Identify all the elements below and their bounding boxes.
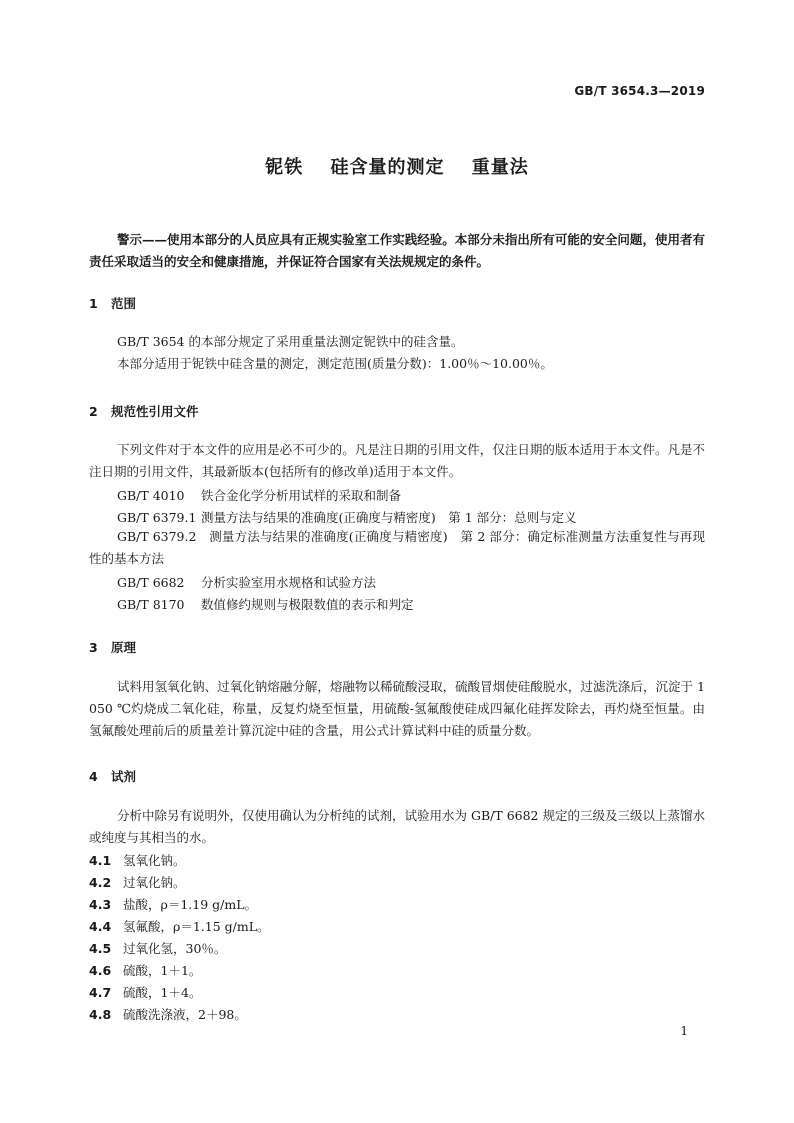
item-text: 氢氟酸，ρ＝1.15 g/mL。: [123, 919, 270, 934]
section-number: 4: [89, 769, 98, 784]
page-number: 1: [680, 1024, 688, 1038]
section-title: 规范性引用文件: [111, 404, 199, 419]
section-2-intro: 下列文件对于本文件的应用是必不可少的。凡是注日期的引用文件，仅注日期的版本适用于本文件。凡是不注日期的引用文件，其最新版本(包括所有的修改单)适用于本文件。: [89, 442, 705, 479]
item-text: 硫酸洗涤液，2＋98。: [123, 1007, 247, 1022]
item-number: 4.5: [89, 941, 112, 956]
section-number: 1: [89, 296, 98, 311]
item-number: 4.3: [89, 897, 112, 912]
section-title: 范围: [111, 296, 137, 311]
section-1-para-1: GB/T 3654 的本部分规定了采用重量法测定铌铁中的硅含量。: [117, 334, 464, 349]
item-number: 4.1: [89, 853, 112, 868]
reagent-item: [89, 983, 201, 1001]
section-1-heading: [89, 294, 136, 312]
section-4-heading: [89, 767, 136, 785]
reference-title: 铁合金化学分析用试样的采取和制备: [201, 488, 402, 503]
reagent-item: [89, 851, 186, 869]
item-number: 4.8: [89, 1007, 112, 1022]
reference-item: [117, 486, 401, 504]
section-title: 试剂: [111, 769, 137, 784]
item-text: 氢氧化钠。: [123, 853, 186, 868]
reagent-item: [89, 917, 270, 935]
section-2-heading: [89, 402, 199, 420]
section-number: 2: [89, 404, 98, 419]
section-title: 原理: [111, 640, 137, 655]
title-part-1: 铌铁: [265, 157, 304, 178]
reference-item: [117, 595, 414, 613]
item-number: 4.2: [89, 875, 112, 890]
reference-code: GB/T 8170: [117, 597, 185, 612]
item-text: 过氧化氢，30％。: [123, 941, 227, 956]
item-text: 硫酸，1＋1。: [123, 963, 202, 978]
section-3-heading: [89, 638, 136, 656]
item-number: 4.6: [89, 963, 112, 978]
reference-item: [89, 526, 705, 570]
reagent-item: [89, 873, 186, 891]
item-text: 过氧化钠。: [123, 875, 186, 890]
item-number: 4.4: [89, 919, 112, 934]
reference-code: GB/T 6682: [117, 575, 185, 590]
section-number: 3: [89, 640, 98, 655]
reference-title: 数值修约规则与极限数值的表示和判定: [201, 597, 414, 612]
item-text: 盐酸，ρ＝1.19 g/mL。: [123, 897, 258, 912]
reagent-item: [89, 939, 226, 957]
item-number: 4.7: [89, 985, 112, 1000]
section-1-para-2: 本部分适用于铌铁中硅含量的测定，测定范围(质量分数)：1.00％～10.00％。: [117, 356, 553, 371]
reference-title: 测量方法与结果的准确度(正确度与精密度) 第 2 部分：确定标准测量方法重复性与再现性的基本方法: [89, 529, 705, 566]
reagent-item: [89, 961, 201, 979]
item-text: 硫酸，1＋4。: [123, 985, 202, 1000]
reference-title: 测量方法与结果的准确度(正确度与精密度) 第 1 部分：总则与定义: [201, 510, 577, 525]
reagent-item: [89, 895, 257, 913]
title-part-3: 重量法: [471, 157, 529, 178]
section-4-intro: 分析中除另有说明外，仅使用确认为分析纯的试剂，试验用水为 GB/T 6682 规定的三级及三级以上蒸馏水或纯度与其相当的水。: [89, 808, 705, 845]
reagent-item: [89, 1005, 247, 1023]
reference-item: [117, 573, 376, 591]
standard-code: GB/T 3654.3—2019: [574, 84, 705, 98]
document-title: [0, 153, 794, 179]
reference-code: GB/T 6379.2: [117, 529, 197, 544]
reference-title: 分析实验室用水规格和试验方法: [201, 575, 377, 590]
reference-code: GB/T 4010: [117, 488, 185, 503]
section-3-paragraph: 试料用氢氧化钠、过氧化钠熔融分解，熔融物以稀硫酸浸取，硫酸冒烟使硅酸脱水，过滤洗涤后，沉淀于 1 050 ℃灼烧成二氧化硅，称量，反复灼烧至恒量，用硫酸-氢氟酸使硅成四氟化硅挥发除去，再灼烧至恒量。由氢氟酸处理前后的质量差计算沉淀中硅的含量，用公式计算试料中硅的质量分数。: [89, 679, 705, 738]
warning-paragraph: 警示——使用本部分的人员应具有正规实验室工作实践经验。本部分未指出所有可能的安全问题，使用者有责任采取适当的安全和健康措施，并保证符合国家有关法规规定的条件。: [89, 232, 705, 269]
reference-code: GB/T 6379.1: [117, 510, 197, 525]
reference-item: [117, 508, 577, 526]
title-part-2: 硅含量的测定: [330, 157, 445, 178]
